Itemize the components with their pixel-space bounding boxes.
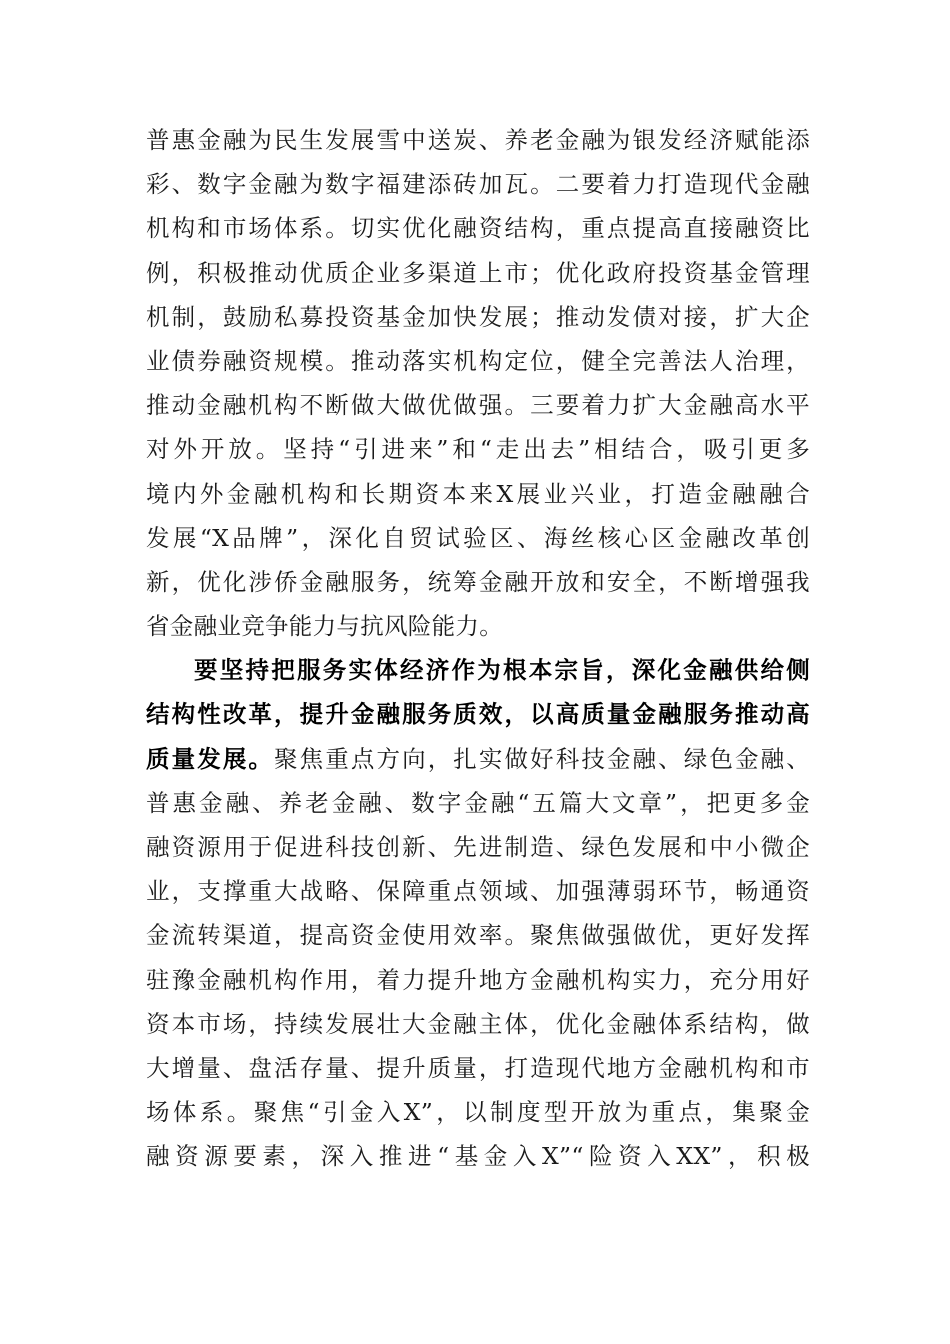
text-line: 资本市场，持续发展壮大金融主体，优化金融体系结构，做 xyxy=(146,1009,810,1038)
text-line: 新，优化涉侨金融服务，统筹金融开放和安全，不断增强我 xyxy=(146,567,810,596)
text-line: 大增量、盘活存量、提升质量，打造现代地方金融机构和市 xyxy=(146,1053,810,1082)
mixed-line xyxy=(146,737,810,781)
text-line: 场体系。聚焦“引金入X”，以制度型开放为重点，集聚金 xyxy=(146,1098,810,1127)
text-line: 驻豫金融机构作用，着力提升地方金融机构实力，充分用好 xyxy=(146,965,810,994)
text-line: 发展“X品牌”，深化自贸试验区、海丝核心区金融改革创 xyxy=(146,523,810,552)
text-line: 机制，鼓励私募投资基金加快发展；推动发债对接，扩大企 xyxy=(146,302,810,331)
text-line: 融资源用于促进科技创新、先进制造、绿色发展和中小微企 xyxy=(146,833,810,861)
text-line: 推动金融机构不断做大做优做强。三要着力扩大金融高水平 xyxy=(146,391,810,420)
text-fragment: 聚焦重点方向，扎实做好科技金融、绿色金融、 xyxy=(274,744,810,773)
text-line: 业，支撑重大战略、保障重点领域、加强薄弱环节，畅通资 xyxy=(146,877,810,906)
bold-heading-fragment: 质量发展。 xyxy=(146,744,275,773)
text-line: 机构和市场体系。切实优化融资结构，重点提高直接融资比 xyxy=(146,214,810,243)
bold-heading-line: 要坚持把服务实体经济作为根本宗旨，深化金融供给侧 xyxy=(194,656,810,685)
bold-heading-line: 结构性改革，提升金融服务质效，以高质量金融服务推动高 xyxy=(146,700,810,729)
body-text xyxy=(146,118,810,1179)
text-line: 金流转渠道，提高资金使用效率。聚焦做强做优，更好发挥 xyxy=(146,921,810,950)
text-line: 境内外金融机构和长期资本来X展业兴业，打造金融融合 xyxy=(146,479,810,508)
text-line: 省金融业竞争能力与抗风险能力。 xyxy=(146,612,503,641)
paragraph-2 xyxy=(146,648,810,1178)
text-line: 融资源要素，深入推进“基金入X”“险资入XX”，积极 xyxy=(146,1142,810,1171)
text-line: 普惠金融为民生发展雪中送炭、养老金融为银发经济赋能添 xyxy=(146,126,810,154)
text-line: 例，积极推动优质企业多渠道上市；优化政府投资基金管理 xyxy=(146,258,810,287)
text-line: 彩、数字金融为数字福建添砖加瓦。二要着力打造现代金融 xyxy=(146,170,810,199)
paragraph-1 xyxy=(146,118,810,648)
text-line: 对外开放。坚持“引进来”和“走出去”相结合，吸引更多 xyxy=(146,435,810,464)
text-line: 业债券融资规模。推动落实机构定位，健全完善法人治理， xyxy=(146,346,810,375)
text-line: 普惠金融、养老金融、数字金融“五篇大文章”，把更多金 xyxy=(146,788,810,817)
